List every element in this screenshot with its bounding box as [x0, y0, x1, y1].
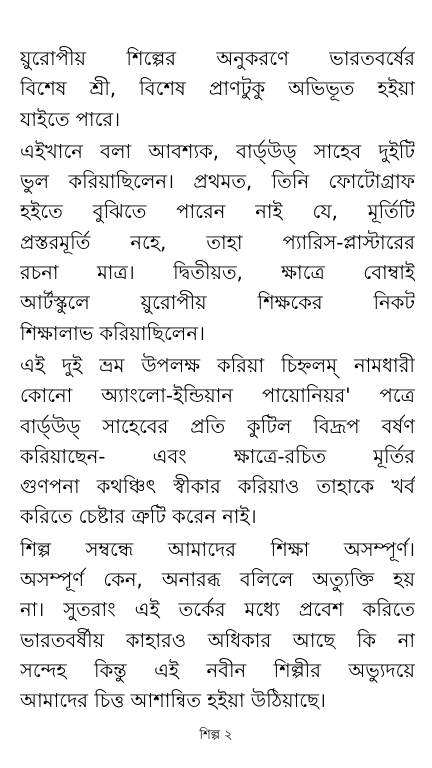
- text-line: করিয়াছেন- এবং ক্ষাত্রে-রচিত মূর্তির: [20, 444, 415, 468]
- text-line: সন্দেহ কিন্তু এই নবীন শিল্পীর অভ্যুদয়ে: [20, 658, 415, 682]
- text-line: শিক্ষালাভ করিয়াছিলেন।: [20, 321, 205, 345]
- page-footer: শিল্প ২: [199, 728, 233, 743]
- text-line: রচনা মাত্র। দ্বিতীয়ত, ক্ষাত্রে বোম্বাই: [20, 261, 415, 285]
- text-line: এই দুই ভ্রম উপলক্ষ করিয়া চিহ্নলম্ নামধারী: [20, 353, 415, 377]
- text-line: করিতে চেষ্টার ত্রুটি করেন নাই।: [20, 505, 257, 529]
- text-line: কোনো অ্যাংলো-ইন্ডিয়ান পায়োনিয়র' পত্রে: [20, 384, 415, 408]
- text-line: যাইতে পারে।: [20, 107, 121, 131]
- text-line: আর্টস্কুলে য়ুরোপীয় শিক্ষকের নিকট: [20, 291, 415, 315]
- text-line: অসম্পূর্ণ কেন, অনারব্ধ বলিলে অত্যুক্তি হয়: [20, 568, 415, 592]
- text-line: গুণপনা কথঞ্চিৎ স্বীকার করিয়াও তাহাকে খর্ব: [20, 475, 415, 499]
- text-line: হইতে বুঝিতে পারেন নাই যে, মূর্তিটি: [20, 200, 415, 224]
- paragraph-3: [20, 351, 415, 533]
- paragraph-1: [20, 44, 415, 135]
- text-line: য়ুরোপীয় শিল্পের অনুকরণে ভারতবর্ষের: [20, 47, 415, 70]
- text-line: ভারতবর্ষীয় কাহারও অধিকার আছে কি না: [20, 628, 415, 652]
- text-line: ভুল করিয়াছিলেন। প্রথমত, তিনি ফোটোগ্রাফ: [20, 170, 415, 194]
- text-line: না। সুতরাং এই তর্কের মধ্যে প্রবেশ করিতে: [20, 598, 415, 622]
- text-line: বার্ড্উড্ সাহেবের প্রতি কুটিল বিদ্রূপ বর্ষণ: [20, 414, 415, 438]
- paragraph-2: [20, 137, 415, 349]
- paragraph-4: [20, 535, 415, 717]
- body-text: [20, 44, 415, 719]
- text-line: আমাদের চিত্ত আশান্বিত হইয়া উঠিয়াছে।: [20, 689, 326, 713]
- text-line: এইখানে বলা আবশ্যক, বার্ড্উড্ সাহেব দুইটি: [20, 139, 415, 163]
- text-line: প্রস্তরমূর্তি নহে, তাহা প্যারিস-প্লাস্টারের: [20, 230, 415, 254]
- text-line: শিল্প সম্বন্ধে আমাদের শিক্ষা অসম্পূর্ণ।: [20, 537, 415, 561]
- text-line: বিশেষ শ্রী, বিশেষ প্রাণটুকু অভিভূত হইয়া: [20, 77, 415, 101]
